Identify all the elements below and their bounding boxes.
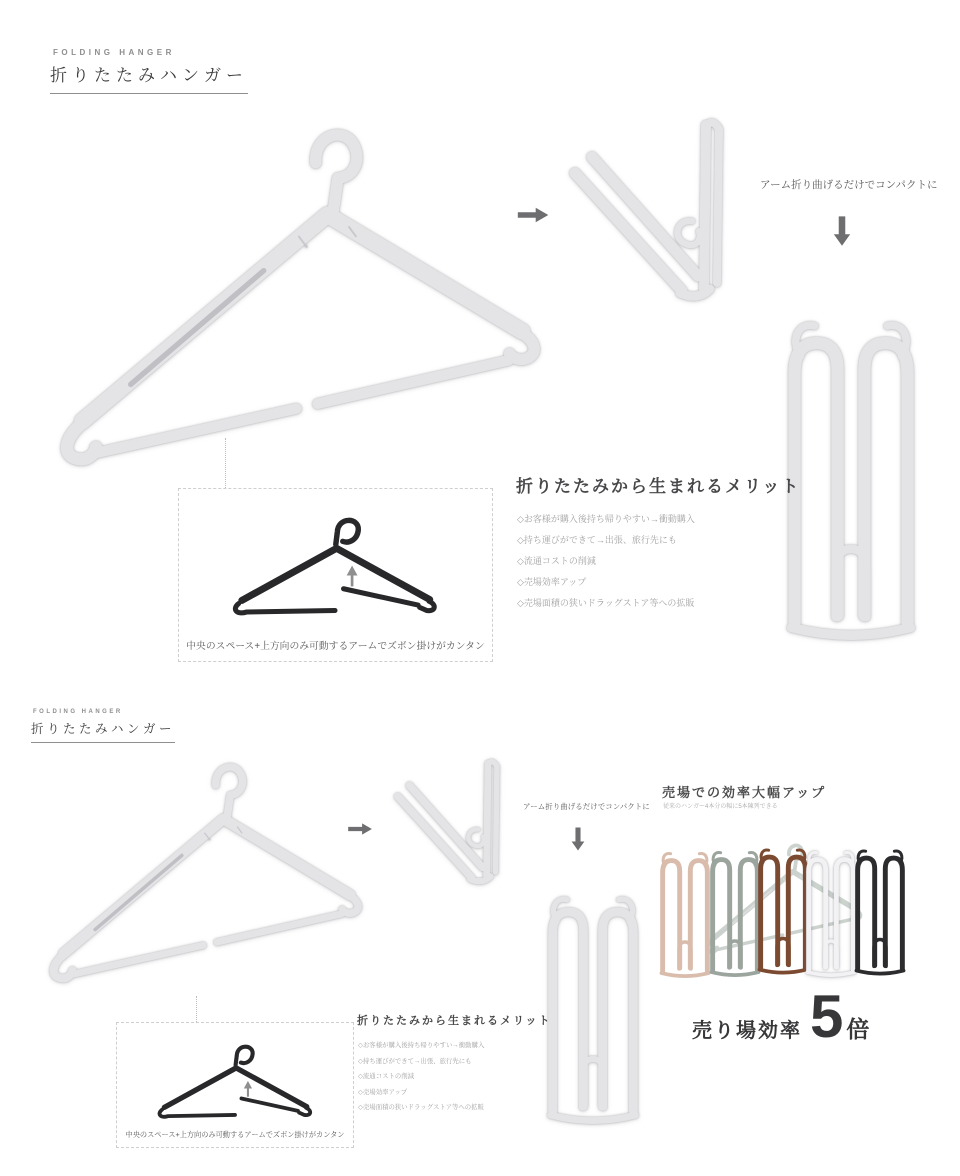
compact-note-bottom: アーム折り曲げるだけでコンパクトに <box>523 802 650 811</box>
folded-hanger-black <box>844 821 916 986</box>
merit-item: ◇お客様が購入後持ち帰りやすい→衝動購入 <box>517 514 695 524</box>
merits-list-top <box>517 512 695 609</box>
leader-line <box>225 438 226 488</box>
efficiency-subnote: 従来のハンガー4本分の幅に5本陳列できる <box>663 804 778 810</box>
merit-item: ◇持ち運びができて→出張、旅行先にも <box>358 1057 472 1065</box>
arrow-right-icon <box>517 206 549 224</box>
merit-item: ◇流通コストの削減 <box>358 1073 415 1080</box>
efficiency-result <box>692 983 870 1050</box>
result-label: 売り場効率 <box>692 1020 802 1042</box>
merits-list-bottom <box>358 1040 484 1111</box>
open-hanger-illustration <box>36 756 388 995</box>
efficiency-heading: 売場での効率大幅アップ <box>662 785 827 800</box>
inset-caption-bottom: 中央のスペース+上方向のみ可動するアームでズボン掛けがカンタン <box>125 1130 345 1139</box>
leader-line <box>196 996 197 1022</box>
page-title-top: 折りたたみハンガー <box>50 61 248 94</box>
merit-item: ◇売場効率アップ <box>517 577 587 587</box>
merit-item: ◇売場効率アップ <box>358 1088 408 1096</box>
compact-note-top: アーム折り曲げるだけでコンパクトに <box>760 179 938 191</box>
black-hanger-diagram <box>199 501 471 633</box>
half-folded-hanger-illustration <box>552 113 738 313</box>
inset-diagram-box-top <box>178 488 493 662</box>
merit-item: ◇流通コストの削減 <box>517 556 596 566</box>
merit-item: ◇売場面積の狭いドラッグストア等への拡販 <box>358 1104 484 1111</box>
merit-item: ◇お客様が購入後持ち帰りやすい→衝動購入 <box>358 1042 485 1049</box>
merits-heading-top: 折りたたみから生まれるメリット <box>516 477 801 496</box>
arrow-down-icon <box>833 216 851 246</box>
result-unit: 倍 <box>846 1016 870 1042</box>
colored-hanger-row <box>648 815 953 995</box>
arrow-down-icon <box>571 827 585 851</box>
eyebrow-bottom: FOLDING HANGER <box>33 709 123 715</box>
inset-diagram-box-bottom <box>116 1022 354 1148</box>
folded-hanger-illustration <box>760 266 942 650</box>
eyebrow-top: FOLDING HANGER <box>53 48 175 57</box>
merit-item: ◇持ち運びができて→出張、旅行先にも <box>517 535 677 545</box>
merits-heading-bottom: 折りたたみから生まれるメリット <box>357 1015 552 1027</box>
folded-hanger-illustration <box>528 857 658 1131</box>
inset-caption-top: 中央のスペース+上方向のみ可動するアームでズボン掛けがカンタン <box>186 641 485 652</box>
arrow-right-icon <box>348 822 372 836</box>
merit-item: ◇売場面積の狭いドラッグストア等への拡販 <box>517 598 695 608</box>
black-hanger-diagram <box>133 1032 337 1132</box>
open-hanger-illustration <box>40 118 580 485</box>
page-title-bottom: 折りたたみハンガー <box>31 719 175 743</box>
result-value: 5 <box>810 983 843 1050</box>
half-folded-hanger-illustration <box>382 755 510 893</box>
